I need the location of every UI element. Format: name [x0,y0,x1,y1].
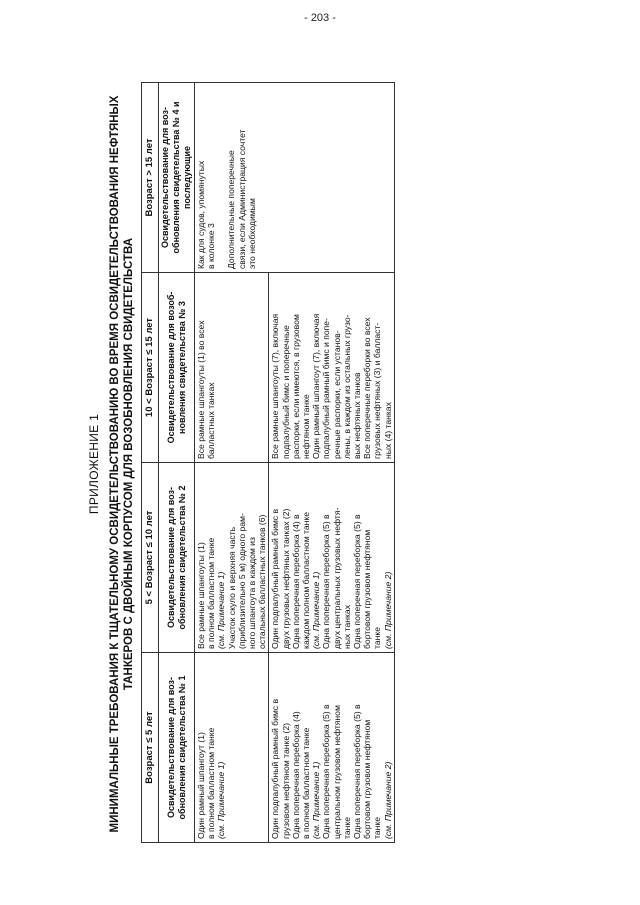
cell-text: остальных балластных танков (6) [257,514,268,649]
document-title [108,49,138,879]
table-row [195,83,269,843]
cell-text: Все рамные шпангоуты (1) во всех [196,320,206,459]
cell-note: (см. Примечание 2) [382,761,393,839]
survey-header: Освидетельствование для воз-обновления свидетельства № 2 [159,463,195,653]
cell-text: танке [372,816,383,839]
table-cell [195,273,269,463]
age-header: 5 < Возраст ≤ 10 лет [142,463,159,653]
page-number: - 203 - [304,12,336,24]
table-cell [269,463,394,653]
cell-text: Одна поперечная переборка (5) в [321,514,332,649]
cell-text: речные распорки, если установ- [331,330,342,459]
cell-text: двух центральных грузовых нефтя- [331,507,342,649]
cell-text: Один рамный шпангоут (1) [196,732,206,839]
cell-text: подпалубный рамный бимс и попе- [321,318,332,459]
cell-text: Один рамный шпангоут (7), включая [311,313,322,459]
age-header-row [142,83,159,843]
cell-text: в полном балластном танке [206,727,217,839]
cell-text: связи, если Администрация сочтет [236,129,247,269]
survey-header: Освидетельствование для воз-обновления свидетельства № 4 и последующие [159,83,195,273]
cell-text: Как для судов, упомянутых [196,160,206,269]
survey-header: Освидетельствование для возоб-новления свидетельства № 3 [159,273,195,463]
cell-text: Один подпалубный рамный бимс в [270,508,281,649]
cell-text: бортовом грузовом нефтяном [362,529,373,649]
cell-note: (см. Примечание 1) [311,571,322,649]
cell-text: в колонке 3 [206,223,217,269]
cell-text: распорки, если имеются, в грузовом [290,314,301,459]
table-cell [195,83,395,273]
age-header: 10 < Возраст ≤ 15 лет [142,273,159,463]
cell-text: балластных танках [206,382,217,459]
cell-text: это необходимым [246,198,257,269]
cell-note: (см. Примечание 1) [311,761,322,839]
cell-text: двух грузовых нефтяных танках (2) [280,508,291,649]
cell-text: лены, в каждом из остальных грузо- [341,314,352,459]
cell-text: Одна поперечная переборка (5) в [352,704,363,839]
cell-text: Все рамные шпангоуты (1) [196,542,206,649]
cell-text: в полном балластном танке [206,537,217,649]
cell-text: центральном грузовом нефтяном [331,705,342,839]
cell-text: грузовом нефтяном танке (2) [280,723,291,839]
cell-text: Одна поперечная переборка (4) в [290,514,301,649]
cell-text: грузовых нефтяных (3) и балласт- [372,322,383,459]
cell-text: в полном балластном танке [301,727,312,839]
survey-header-row [159,83,195,843]
age-header: Возраст ≤ 5 лет [142,653,159,843]
table-cell [269,273,394,463]
title-line-1: МИНИМАЛЬНЫЕ ТРЕБОВАНИЯ К ТЩАТЕЛЬНОМУ ОСВИДЕТЕЛЬСТВОВАНИЮ ВО ВРЕМЯ ОСВИДЕТЕЛЬСТВОВАНИЯ НЕФТЯНЫХ [109,95,121,833]
cell-note: (см. Примечание 1) [216,761,227,839]
cell-text: Одна поперечная переборка (4) [290,711,301,839]
table-cell [269,653,394,843]
cell-text: танке [341,816,352,839]
cell-text: Все поперечные переборки во всех [362,317,373,459]
cell-text: Одна поперечная переборка (5) в [352,514,363,649]
age-header: Возраст > 15 лет [142,83,159,273]
cell-text: ного шпангоута в каждом из [247,537,258,649]
survey-header: Освидетельствование для воз-обновления свидетельства № 1 [159,653,195,843]
cell-text: ных (4) танках [382,402,393,459]
cell-note: (см. Примечание 2) [382,571,393,649]
appendix-label: ПРИЛОЖЕНИЕ 1 [87,413,101,515]
cell-text: Один подпалубный рамный бимс в [270,698,281,839]
cell-note: (см. Примечание 1) [216,571,227,649]
cell-text: каждом полном балластном танке [301,511,312,649]
cell-text: танке [372,626,383,649]
rotated-content [84,49,393,879]
table-cell [195,463,269,653]
cell-text: подпалубный бимс и поперечные [280,325,291,459]
cell-text: Дополнительные поперечные [226,150,237,269]
requirements-table [141,82,395,843]
title-line-2: ТАНКЕРОВ С ДВОЙНЫМ КОРПУСОМ ДЛЯ ВОЗОБНОВЛЕНИЯ СВИДЕТЕЛЬСТВА [123,237,135,691]
cell-text: Все рамные шпангоуты (7), включая [270,313,281,459]
cell-text: Участок скуло и верхняя часть [226,526,237,649]
cell-text: нефтяном танке [301,394,312,459]
table-cell [195,653,269,843]
cell-text: вых нефтяных танков [352,372,363,459]
cell-text: (приблизительно 5 м) одного рам- [236,513,247,649]
cell-text: Одна поперечная переборка (5) в [321,704,332,839]
cell-text: бортовом грузовом нефтяном [362,719,373,839]
cell-text: ных танках [341,605,352,649]
